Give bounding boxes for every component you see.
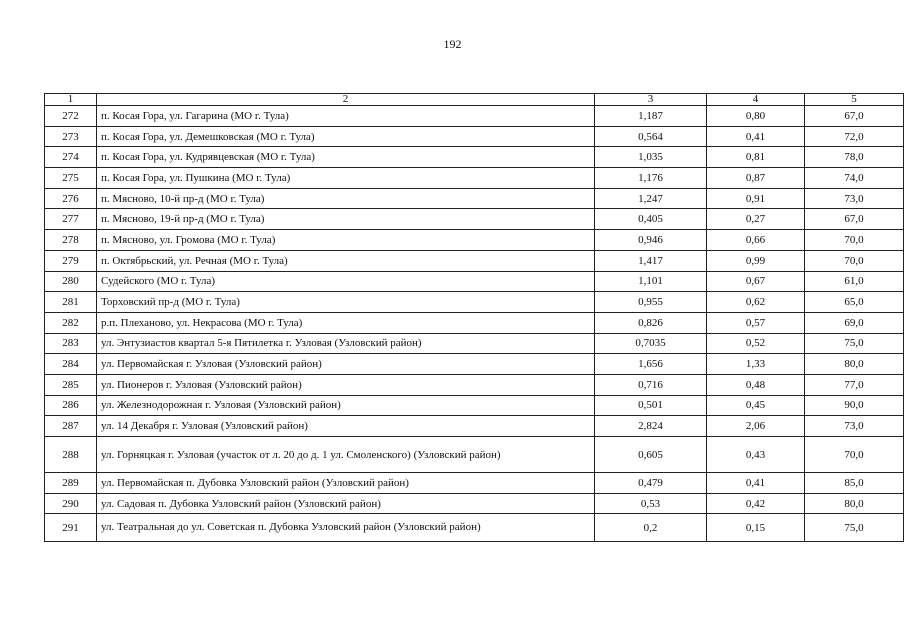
value-col-4: 0,66 (707, 230, 805, 251)
page-number: 192 (443, 37, 462, 51)
value-col-3: 0,826 (595, 312, 707, 333)
row-number: 275 (45, 168, 97, 189)
row-number: 277 (45, 209, 97, 230)
value-col-4: 0,67 (707, 271, 805, 292)
row-number: 282 (45, 312, 97, 333)
table-row (45, 188, 904, 209)
row-number: 288 (45, 437, 97, 473)
value-col-3: 0,479 (595, 473, 707, 494)
row-number: 279 (45, 250, 97, 271)
value-col-4: 0,41 (707, 126, 805, 147)
street-name: ул. Горняцкая г. Узловая (участок от л. 20 до д. 1 ул. Смоленского) (Узловский район) (97, 437, 595, 473)
street-name: п. Мясново, 10-й пр-д (МО г. Тула) (97, 188, 595, 209)
value-col-5: 78,0 (805, 147, 904, 168)
table-row (45, 271, 904, 292)
table-row (45, 354, 904, 375)
street-name: Торховский пр-д (МО г. Тула) (97, 292, 595, 313)
column-header: 3 (595, 94, 707, 106)
value-col-5: 74,0 (805, 168, 904, 189)
value-col-5: 73,0 (805, 188, 904, 209)
value-col-5: 69,0 (805, 312, 904, 333)
value-col-3: 1,101 (595, 271, 707, 292)
table-row (45, 147, 904, 168)
column-header: 5 (805, 94, 904, 106)
value-col-3: 1,656 (595, 354, 707, 375)
value-col-5: 70,0 (805, 250, 904, 271)
column-header: 2 (97, 94, 595, 106)
value-col-3: 0,564 (595, 126, 707, 147)
row-number: 290 (45, 493, 97, 514)
street-name: п. Косая Гора, ул. Кудрявцевская (МО г. Тула) (97, 147, 595, 168)
row-number: 273 (45, 126, 97, 147)
row-number: 291 (45, 514, 97, 542)
value-col-3: 0,501 (595, 395, 707, 416)
table-row (45, 209, 904, 230)
table-row (45, 437, 904, 473)
street-name: ул. Садовая п. Дубовка Узловский район (Узловский район) (97, 493, 595, 514)
value-col-4: 0,87 (707, 168, 805, 189)
value-col-4: 0,57 (707, 312, 805, 333)
street-name: п. Мясново, 19-й пр-д (МО г. Тула) (97, 209, 595, 230)
value-col-5: 61,0 (805, 271, 904, 292)
street-name: ул. Железнодорожная г. Узловая (Узловский район) (97, 395, 595, 416)
row-number: 280 (45, 271, 97, 292)
value-col-3: 0,405 (595, 209, 707, 230)
value-col-5: 72,0 (805, 126, 904, 147)
row-number: 285 (45, 374, 97, 395)
value-col-3: 1,187 (595, 106, 707, 127)
value-col-5: 75,0 (805, 514, 904, 542)
table-row (45, 416, 904, 437)
value-col-4: 0,27 (707, 209, 805, 230)
value-col-5: 90,0 (805, 395, 904, 416)
row-number: 281 (45, 292, 97, 313)
value-col-3: 0,53 (595, 493, 707, 514)
value-col-5: 80,0 (805, 354, 904, 375)
table-row (45, 106, 904, 127)
table-row (45, 312, 904, 333)
value-col-5: 77,0 (805, 374, 904, 395)
table-row (45, 250, 904, 271)
row-number: 287 (45, 416, 97, 437)
value-col-5: 70,0 (805, 230, 904, 251)
street-name: п. Косая Гора, ул. Демешковская (МО г. Тула) (97, 126, 595, 147)
row-number: 286 (45, 395, 97, 416)
table-row (45, 514, 904, 542)
value-col-4: 0,41 (707, 473, 805, 494)
table-row (45, 473, 904, 494)
street-name: ул. Первомайская г. Узловая (Узловский район) (97, 354, 595, 375)
row-number: 283 (45, 333, 97, 354)
street-name: Судейского (МО г. Тула) (97, 271, 595, 292)
row-number: 274 (45, 147, 97, 168)
column-header: 4 (707, 94, 805, 106)
row-number: 284 (45, 354, 97, 375)
value-col-3: 0,7035 (595, 333, 707, 354)
value-col-5: 80,0 (805, 493, 904, 514)
data-table (44, 93, 904, 542)
table-row (45, 168, 904, 189)
value-col-4: 0,43 (707, 437, 805, 473)
value-col-4: 0,15 (707, 514, 805, 542)
table-row (45, 333, 904, 354)
value-col-4: 0,52 (707, 333, 805, 354)
table-row (45, 230, 904, 251)
value-col-4: 0,45 (707, 395, 805, 416)
value-col-3: 0,716 (595, 374, 707, 395)
street-name: ул. Пионеров г. Узловая (Узловский район) (97, 374, 595, 395)
value-col-4: 0,81 (707, 147, 805, 168)
row-number: 278 (45, 230, 97, 251)
value-col-3: 2,824 (595, 416, 707, 437)
row-number: 276 (45, 188, 97, 209)
value-col-5: 70,0 (805, 437, 904, 473)
value-col-3: 1,035 (595, 147, 707, 168)
street-name: р.п. Плеханово, ул. Некрасова (МО г. Тула) (97, 312, 595, 333)
street-name: п. Косая Гора, ул. Пушкина (МО г. Тула) (97, 168, 595, 189)
street-name: ул. Энтузиастов квартал 5-я Пятилетка г. Узловая (Узловский район) (97, 333, 595, 354)
street-name: п. Косая Гора, ул. Гагарина (МО г. Тула) (97, 106, 595, 127)
value-col-5: 67,0 (805, 209, 904, 230)
street-name: п. Октябрьский, ул. Речная (МО г. Тула) (97, 250, 595, 271)
value-col-3: 1,176 (595, 168, 707, 189)
value-col-3: 1,247 (595, 188, 707, 209)
value-col-4: 0,91 (707, 188, 805, 209)
value-col-5: 75,0 (805, 333, 904, 354)
value-col-3: 0,2 (595, 514, 707, 542)
table-row (45, 374, 904, 395)
table-row (45, 126, 904, 147)
column-header: 1 (45, 94, 97, 106)
row-number: 272 (45, 106, 97, 127)
value-col-4: 0,48 (707, 374, 805, 395)
street-name: п. Мясново, ул. Громова (МО г. Тула) (97, 230, 595, 251)
street-name: ул. 14 Декабря г. Узловая (Узловский район) (97, 416, 595, 437)
value-col-5: 73,0 (805, 416, 904, 437)
table-row (45, 292, 904, 313)
table-row (45, 493, 904, 514)
value-col-4: 1,33 (707, 354, 805, 375)
street-name: ул. Театральная до ул. Советская п. Дубовка Узловский район (Узловский район) (97, 514, 595, 542)
value-col-3: 0,946 (595, 230, 707, 251)
row-number: 289 (45, 473, 97, 494)
street-name: ул. Первомайская п. Дубовка Узловский район (Узловский район) (97, 473, 595, 494)
value-col-4: 0,42 (707, 493, 805, 514)
value-col-3: 0,605 (595, 437, 707, 473)
table-body (45, 94, 904, 542)
value-col-4: 2,06 (707, 416, 805, 437)
value-col-3: 1,417 (595, 250, 707, 271)
value-col-5: 67,0 (805, 106, 904, 127)
header-row (45, 94, 904, 106)
value-col-3: 0,955 (595, 292, 707, 313)
table-row (45, 395, 904, 416)
value-col-4: 0,62 (707, 292, 805, 313)
value-col-4: 0,99 (707, 250, 805, 271)
value-col-5: 65,0 (805, 292, 904, 313)
value-col-4: 0,80 (707, 106, 805, 127)
value-col-5: 85,0 (805, 473, 904, 494)
